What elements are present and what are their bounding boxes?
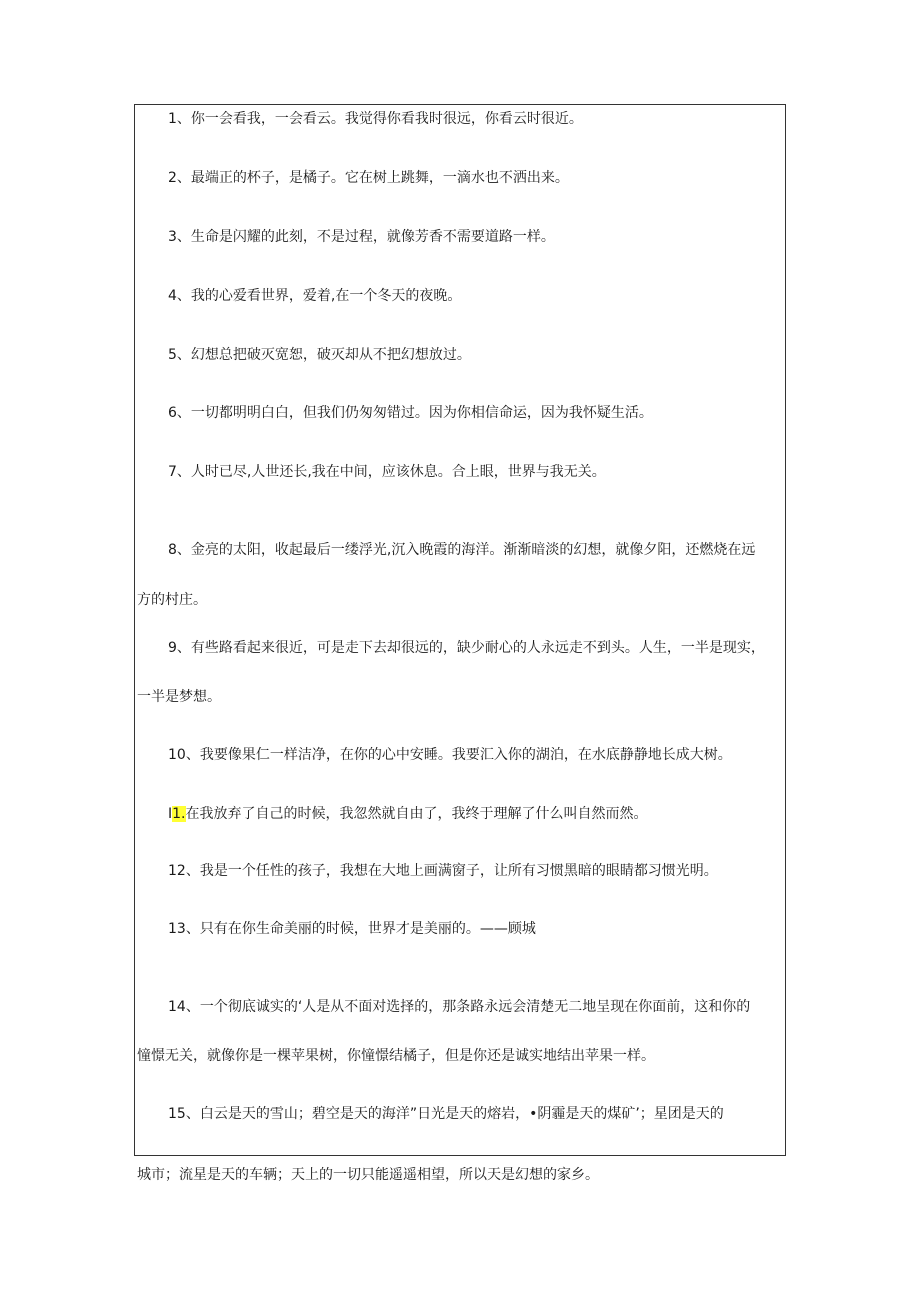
- quote-15-line-1: 15、白云是天的雪山；碧空是天的海洋”日光是天的熔岩，•阴霾是天的煤矿’；星团是天的: [168, 1106, 724, 1122]
- quote-6: 6、一切都明明白白，但我们仍匆匆错过。因为你相信命运，因为我怀疑生活。: [168, 405, 653, 421]
- quote-8-line-2: 方的村庄。: [137, 592, 207, 608]
- quote-13: 13、只有在你生命美丽的时候，世界才是美丽的。——顾城: [168, 921, 536, 937]
- quote-2: 2、最端正的杯子，是橘子。它在树上跳舞，一滴水也不洒出来。: [168, 170, 569, 186]
- quote-9-line-1: 9、有些路看起来很近，可是走下去却很远的，缺少耐心的人永远走不到头。人生，一半是现实，: [168, 640, 765, 656]
- quote-5: 5、幻想总把破灭宽恕，破灭却从不把幻想放过。: [168, 347, 471, 363]
- quote-9-line-2: 一半是梦想。: [137, 689, 221, 705]
- quote-11-prefix: I: [168, 806, 173, 822]
- quote-11: [168, 805, 648, 823]
- quote-15-line-2: 城市；流星是天的车辆；天上的一切只能遥遥相望，所以天是幻想的家乡。: [137, 1167, 599, 1183]
- quote-10: 10、我要像果仁一样洁净，在你的心中安睡。我要汇入你的湖泊，在水底静静地长成大树。: [168, 747, 732, 763]
- quote-1: 1、你一会看我，一会看云。我觉得你看我时很远，你看云时很近。: [168, 111, 583, 127]
- quote-11-highlight: 1.: [172, 806, 186, 822]
- quote-14-line-1: 14、一个彻底诚实的‘人是从不面对选择的，那条路永远会清楚无二地呈现在你面前，这和你的: [168, 999, 751, 1015]
- quote-11-rest: 在我放弃了自己的时候，我忽然就自由了，我终于理解了什么叫自然而然。: [185, 806, 648, 822]
- quote-8-line-1: 8、金亮的太阳，收起最后一缕浮光,沉入晚霞的海洋。渐渐暗淡的幻想，就像夕阳，还燃烧在远: [168, 542, 756, 558]
- quote-3: 3、生命是闪耀的此刻，不是过程，就像芳香不需要道路一样。: [168, 229, 555, 245]
- quote-14-line-2: 憧憬无关，就像你是一棵苹果树，你憧憬结橘子，但是你还是诚实地结出苹果一样。: [137, 1048, 655, 1064]
- quote-4: 4、我的心爱看世界，爱着,在一个冬天的夜晚。: [168, 288, 462, 304]
- quote-12: 12、我是一个任性的孩子，我想在大地上画满窗子，让所有习惯黑暗的眼睛都习惯光明。: [168, 863, 718, 879]
- quote-7: 7、人时已尽,人世还长,我在中间，应该休息。合上眼，世界与我无关。: [168, 464, 606, 480]
